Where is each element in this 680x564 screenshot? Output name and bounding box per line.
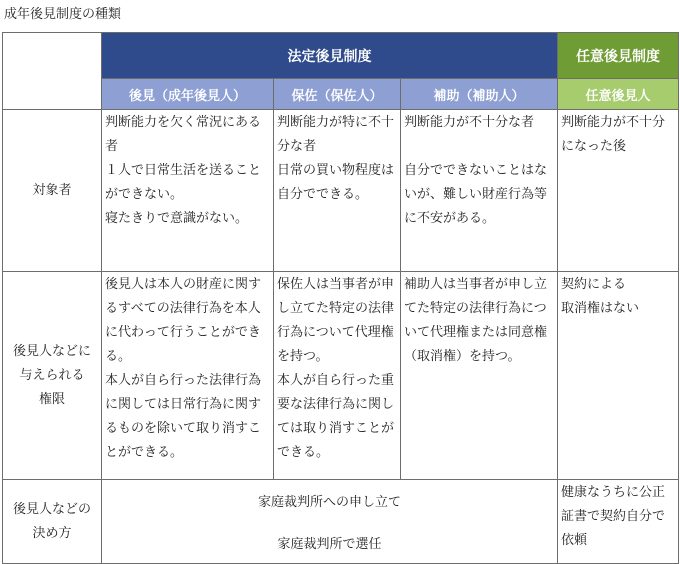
row-label-authority-line-3: 権限 bbox=[38, 391, 65, 407]
authority-voluntary-cell bbox=[558, 272, 679, 480]
table-caption: 成年後見制度の種類 bbox=[4, 7, 122, 22]
subheader-guardian: 後見（成年後見人） bbox=[102, 79, 274, 110]
row-label-target: 対象者 bbox=[3, 110, 102, 272]
target-assistant-cell bbox=[401, 110, 558, 272]
row-label-authority-line-1: 後見人などに bbox=[12, 343, 91, 359]
authority-curator-cell bbox=[274, 272, 401, 480]
subheader-voluntary: 任意後見人 bbox=[558, 79, 679, 110]
method-legal-cell bbox=[102, 480, 558, 564]
row-label-method-line-1: 後見人などの bbox=[12, 501, 91, 517]
row-label-authority bbox=[3, 272, 102, 480]
target-guardian-cell bbox=[102, 110, 274, 272]
method-legal-line-1: 家庭裁判所への申し立て bbox=[258, 495, 402, 510]
subheader-assistant: 補助（補助人） bbox=[401, 79, 558, 110]
target-assistant-text-2: 自分でできないことはないが、難しい財産行為等に不安がある。 bbox=[404, 163, 548, 226]
target-guardian-text-3: 寝たきりで意識がない。 bbox=[105, 211, 249, 226]
target-curator-cell bbox=[274, 110, 401, 272]
authority-guardian-cell bbox=[102, 272, 274, 480]
target-guardian-text-1: 判断能力を欠く常況にある者 bbox=[105, 115, 262, 154]
header-legal-guardianship: 法定後見制度 bbox=[102, 33, 558, 79]
target-voluntary-text-1: 判断能力が不十分になった後 bbox=[561, 115, 666, 154]
authority-voluntary-text-1: 契約による bbox=[561, 277, 627, 292]
row-label-authority-line-2: 与えられる bbox=[19, 367, 85, 383]
authority-guardian-text-2: 本人が自ら行った法律行為に関しては日常行為に関するものを除いて取り消すことができる。 bbox=[105, 373, 262, 460]
target-guardian-text-2: １人で日常生活を送ることができない。 bbox=[105, 163, 262, 202]
method-voluntary-text: 健康なうちに公正証書で契約自分で依頼 bbox=[561, 485, 666, 548]
method-legal-line-2: 家庭裁判所で選任 bbox=[277, 537, 382, 552]
authority-curator-text-2: 本人が自ら行った重要な法律行為に関しては取り消すことができる。 bbox=[277, 373, 395, 460]
header-voluntary-guardianship: 任意後見制度 bbox=[558, 33, 679, 79]
subheader-curator: 保佐（保佐人） bbox=[274, 79, 401, 110]
authority-curator-text-1: 保佐人は当事者が申し立てた特定の法律行為について代理権を持つ。 bbox=[277, 277, 395, 364]
row-label-method bbox=[3, 480, 102, 564]
target-assistant-text-1: 判断能力が不十分な者 bbox=[404, 115, 535, 130]
target-curator-text-1: 判断能力が特に不十分な者 bbox=[277, 115, 395, 154]
target-voluntary-cell bbox=[558, 110, 679, 272]
authority-assistant-text-1: 補助人は当事者が申し立てた特定の法律行為について代理権または同意権（取消権）を持つ。 bbox=[404, 277, 548, 364]
row-label-method-line-2: 決め方 bbox=[32, 525, 72, 541]
target-curator-text-2: 日常の買い物程度は自分でできる。 bbox=[277, 163, 395, 202]
corner-cell bbox=[3, 33, 102, 110]
authority-guardian-text-1: 後見人は本人の財産に関するすべての法律行為を本人に代わって行うことができる。 bbox=[105, 277, 262, 364]
authority-assistant-cell bbox=[401, 272, 558, 480]
method-voluntary-cell bbox=[558, 480, 679, 564]
guardianship-types-table bbox=[2, 32, 679, 564]
authority-voluntary-text-2: 取消権はない bbox=[561, 301, 640, 316]
